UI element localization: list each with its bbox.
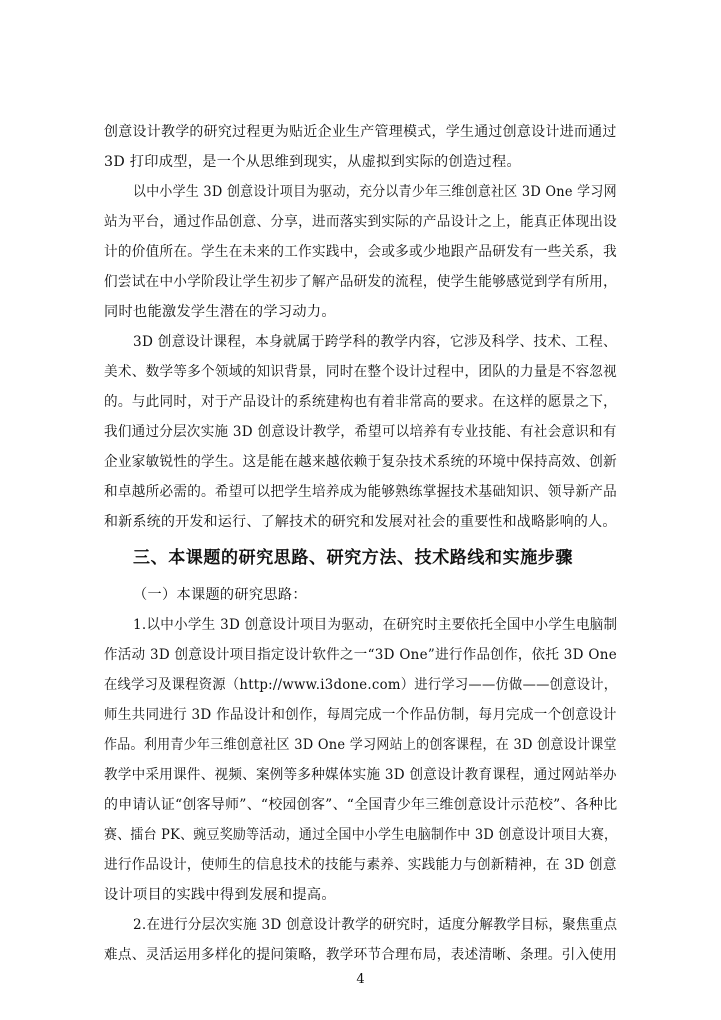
item-line: 进行作品设计，使师生的信息技术的技能与素养、实践能力与创新精神，在 3D 创意 [104, 857, 617, 873]
item-line: 赛、擂台 PK、豌豆奖励等活动，通过全国中小学生电脑制作中 3D 创意设计项目大赛， [104, 827, 618, 843]
paragraph-line: 3D 打印成型，是一个从思维到现实，从虚拟到实际的创造过程。 [104, 154, 521, 170]
item-line: 的申请认证“创客导师”、“校园创客”、“全国青少年三维创意设计示范校”、各种比 [104, 797, 618, 813]
paragraph-line: 美术、数学等多个领域的知识背景，同时在整个设计过程中，团队的力量是不容忽视 [104, 364, 618, 380]
item-line: 师生共同进行 3D 作品设计和创作，每周完成一个作品仿制，每月完成一个创意设计 [104, 707, 617, 723]
item-line: 作品。利用青少年三维创意社区 3D One 学习网站上的创客课程，在 3D 创意设计课堂 [104, 737, 617, 753]
paragraph-line: 们尝试在中小学阶段让学生初步了解产品研发的流程，使学生能够感觉到学有所用， [104, 274, 618, 290]
paragraph-line: 计的价值所在。学生在未来的工作实践中，会或多或少地跟产品研发有一些关系，我 [104, 244, 618, 260]
item-line: 作活动 3D 创意设计项目指定设计软件之一“3D One”进行作品创作，依托 3D One [104, 647, 617, 663]
item-line: 2.在进行分层次实施 3D 创意设计教学的研究时，适度分解教学目标，聚焦重点 [133, 917, 618, 933]
paragraph-line: 和新系统的开发和运行、了解技术的研究和发展对社会的重要性和战略影响的人。 [104, 514, 617, 530]
paragraph-line: 和卓越所必需的。希望可以把学生培养成为能够熟练掌握技术基础知识、领导新产品 [104, 484, 618, 500]
paragraph-line: 站为平台，通过作品创意、分享，进而落实到实际的产品设计之上，能真正体现出设 [104, 214, 618, 230]
section-heading: 三、本课题的研究思路、研究方法、技术路线和实施步骤 [133, 548, 573, 568]
page-number: 4 [356, 972, 365, 987]
paragraph-line: 以中小学生 3D 创意设计项目为驱动，充分以青少年三维创意社区 3D One 学习网 [133, 184, 617, 200]
item-line: 教学中采用课件、视频、案例等多种媒体实施 3D 创意设计教育课程，通过网站举办 [104, 767, 617, 783]
item-line: 1.以中小学生 3D 创意设计项目为驱动，在研究时主要依托全国中小学生电脑制 [133, 617, 618, 633]
item-line: 在线学习及课程资源（http://www.i3done.com）进行学习——仿做——创意设计， [104, 677, 618, 693]
item-line: 难点、灵活运用多样化的提问策略，教学环节合理布局，表述清晰、条理。引入使用 [104, 947, 618, 963]
paragraph-line: 同时也能激发学生潜在的学习动力。 [104, 304, 336, 320]
paragraph-line: 创意设计教学的研究过程更为贴近企业生产管理模式，学生通过创意设计进而通过 [104, 124, 617, 140]
paragraph-line: 3D 创意设计课程，本身就属于跨学科的教学内容，它涉及科学、技术、工程、 [133, 334, 617, 350]
item-line: 设计项目的实践中得到发展和提高。 [104, 887, 336, 903]
paragraph-line: 企业家敏锐性的学生。这是能在越来越依赖于复杂技术系统的环境中保持高效、创新 [104, 454, 618, 470]
paragraph-line: 的。与此同时，对于产品设计的系统建构也有着非常高的要求。在这样的愿景之下， [104, 394, 618, 410]
paragraph-line: 我们通过分层次实施 3D 创意设计教学，希望可以培养有专业技能、有社会意识和有 [104, 424, 617, 440]
subsection-heading: （一）本课题的研究思路： [133, 587, 307, 603]
